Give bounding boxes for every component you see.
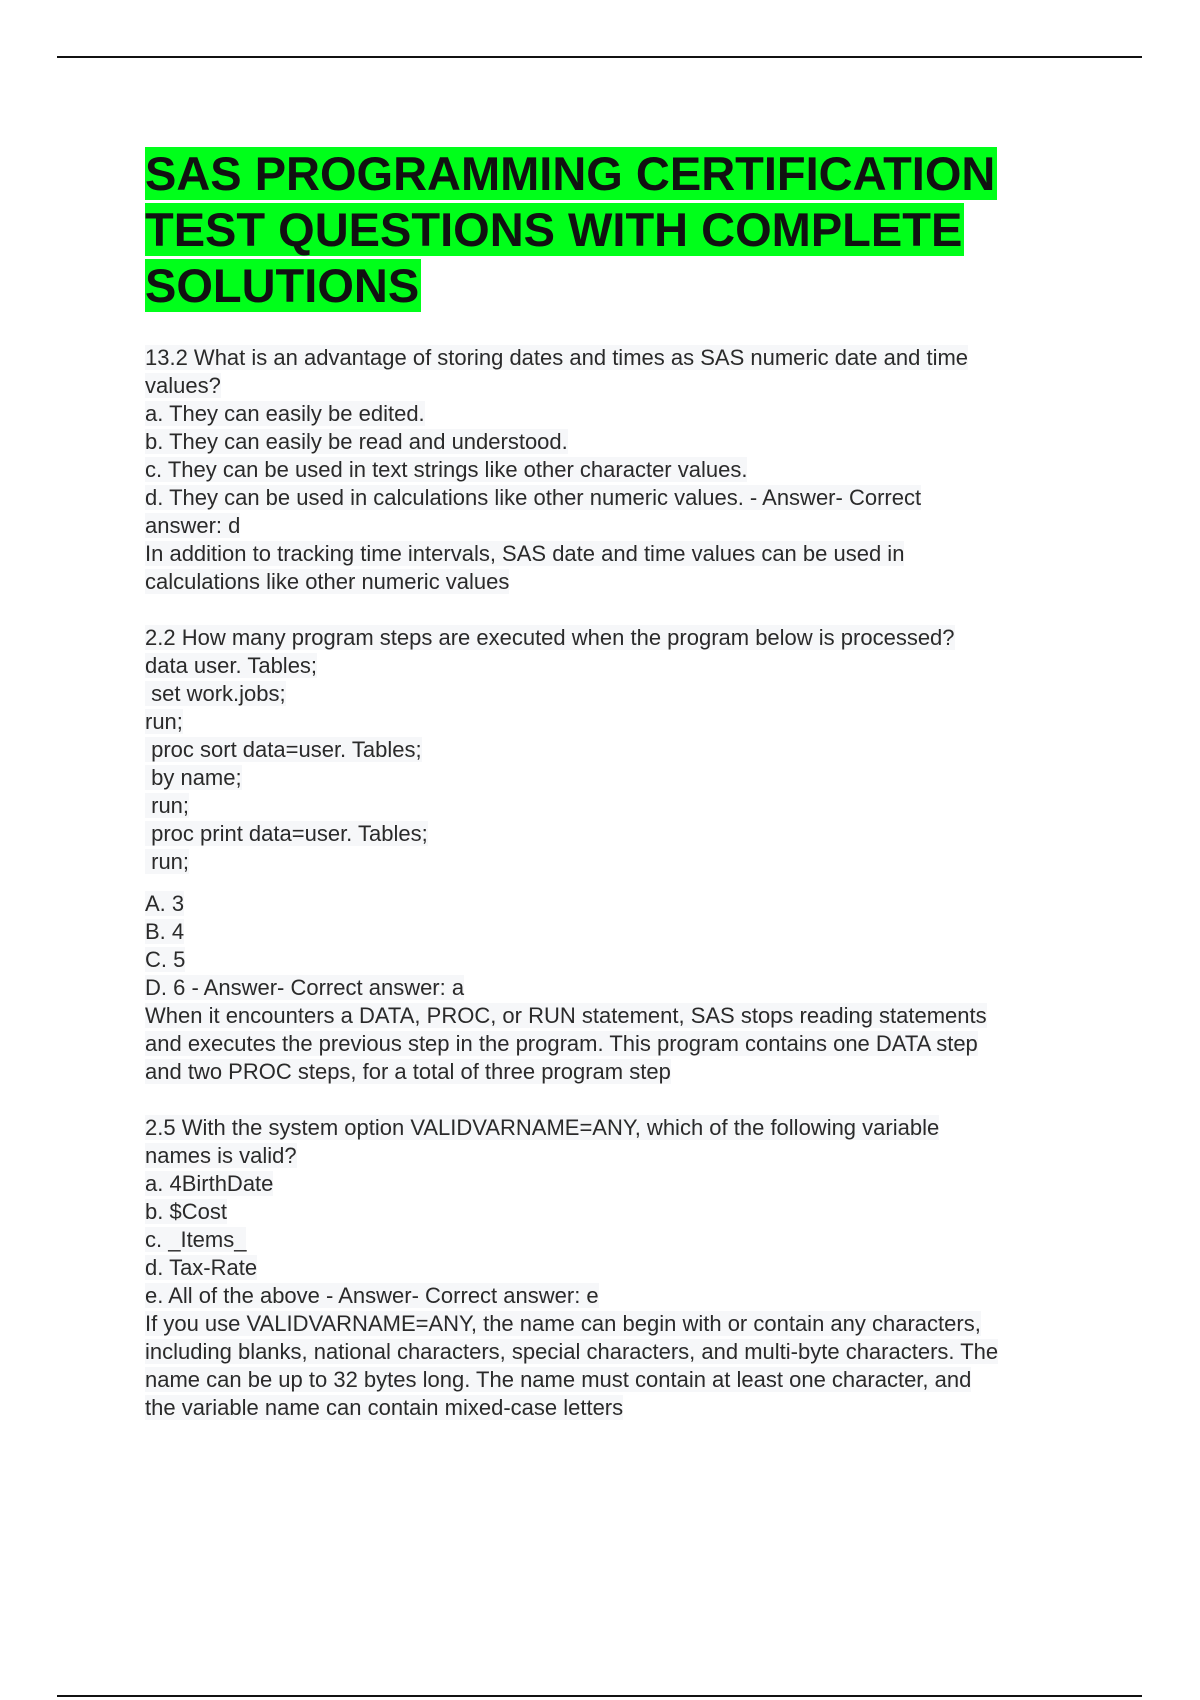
code-line: proc print data=user. Tables; xyxy=(145,821,428,846)
spacer xyxy=(145,876,1105,890)
code-line: by name; xyxy=(145,765,242,790)
explanation-line: and executes the previous step in the program. This program contains one DATA step xyxy=(145,1031,978,1056)
option-a: a. 4BirthDate xyxy=(145,1171,274,1196)
top-rule xyxy=(57,56,1142,58)
option-b: B. 4 xyxy=(145,919,185,944)
code-line: proc sort data=user. Tables; xyxy=(145,737,422,762)
explanation-line: name can be up to 32 bytes long. The name must contain at least one character, and xyxy=(145,1367,972,1392)
code-line: data user. Tables; xyxy=(145,653,318,678)
question-text-line: 2.2 How many program steps are executed when the program below is processed? xyxy=(145,625,955,650)
code-line: set work.jobs; xyxy=(145,681,286,706)
question-text-line: 2.5 With the system option VALIDVARNAME=ANY, which of the following variable xyxy=(145,1115,940,1140)
code-line: run; xyxy=(145,709,183,734)
option-c: c. They can be used in text strings like other character values. xyxy=(145,457,748,482)
option-d-answer: D. 6 - Answer- Correct answer: a xyxy=(145,975,465,1000)
option-b: b. $Cost xyxy=(145,1199,227,1224)
option-a: a. They can easily be edited. xyxy=(145,401,425,426)
code-listing xyxy=(145,652,1105,876)
title-line: TEST QUESTIONS WITH COMPLETE xyxy=(145,203,963,256)
explanation-line: In addition to tracking time intervals, SAS date and time values can be used in xyxy=(145,541,905,566)
spacer xyxy=(145,596,1105,624)
option-e-answer: e. All of the above - Answer- Correct answer: e xyxy=(145,1283,599,1308)
bottom-rule xyxy=(57,1695,1142,1697)
option-d: d. Tax-Rate xyxy=(145,1255,258,1280)
spacer xyxy=(145,1086,1105,1114)
explanation-line: and two PROC steps, for a total of three program step xyxy=(145,1059,671,1084)
title-line: SOLUTIONS xyxy=(145,259,420,312)
option-c: C. 5 xyxy=(145,947,186,972)
option-a: A. 3 xyxy=(145,891,185,916)
question-2-2 xyxy=(145,624,1105,1086)
explanation-line: including blanks, national characters, special characters, and multi-byte characters. The xyxy=(145,1339,999,1364)
explanation-line: calculations like other numeric values xyxy=(145,569,510,594)
answer-line: answer: d xyxy=(145,513,241,538)
question-text-line: values? xyxy=(145,373,221,398)
option-d-answer: d. They can be used in calculations like other numeric values. - Answer- Correct xyxy=(145,485,922,510)
option-b: b. They can easily be read and understood. xyxy=(145,429,568,454)
question-text-line: 13.2 What is an advantage of storing dates and times as SAS numeric date and time xyxy=(145,345,969,370)
code-line: run; xyxy=(145,849,190,874)
document-title xyxy=(145,146,1105,314)
code-line: run; xyxy=(145,793,190,818)
document-body xyxy=(145,146,1105,1422)
explanation-line: the variable name can contain mixed-case letters xyxy=(145,1395,624,1420)
title-line: SAS PROGRAMMING CERTIFICATION xyxy=(145,147,996,200)
explanation-line: When it encounters a DATA, PROC, or RUN statement, SAS stops reading statements xyxy=(145,1003,987,1028)
question-2-5 xyxy=(145,1114,1105,1422)
explanation-line: If you use VALIDVARNAME=ANY, the name can begin with or contain any characters, xyxy=(145,1311,981,1336)
question-text-line: names is valid? xyxy=(145,1143,297,1168)
option-c: c. _Items_ xyxy=(145,1227,247,1252)
question-13-2 xyxy=(145,344,1105,596)
